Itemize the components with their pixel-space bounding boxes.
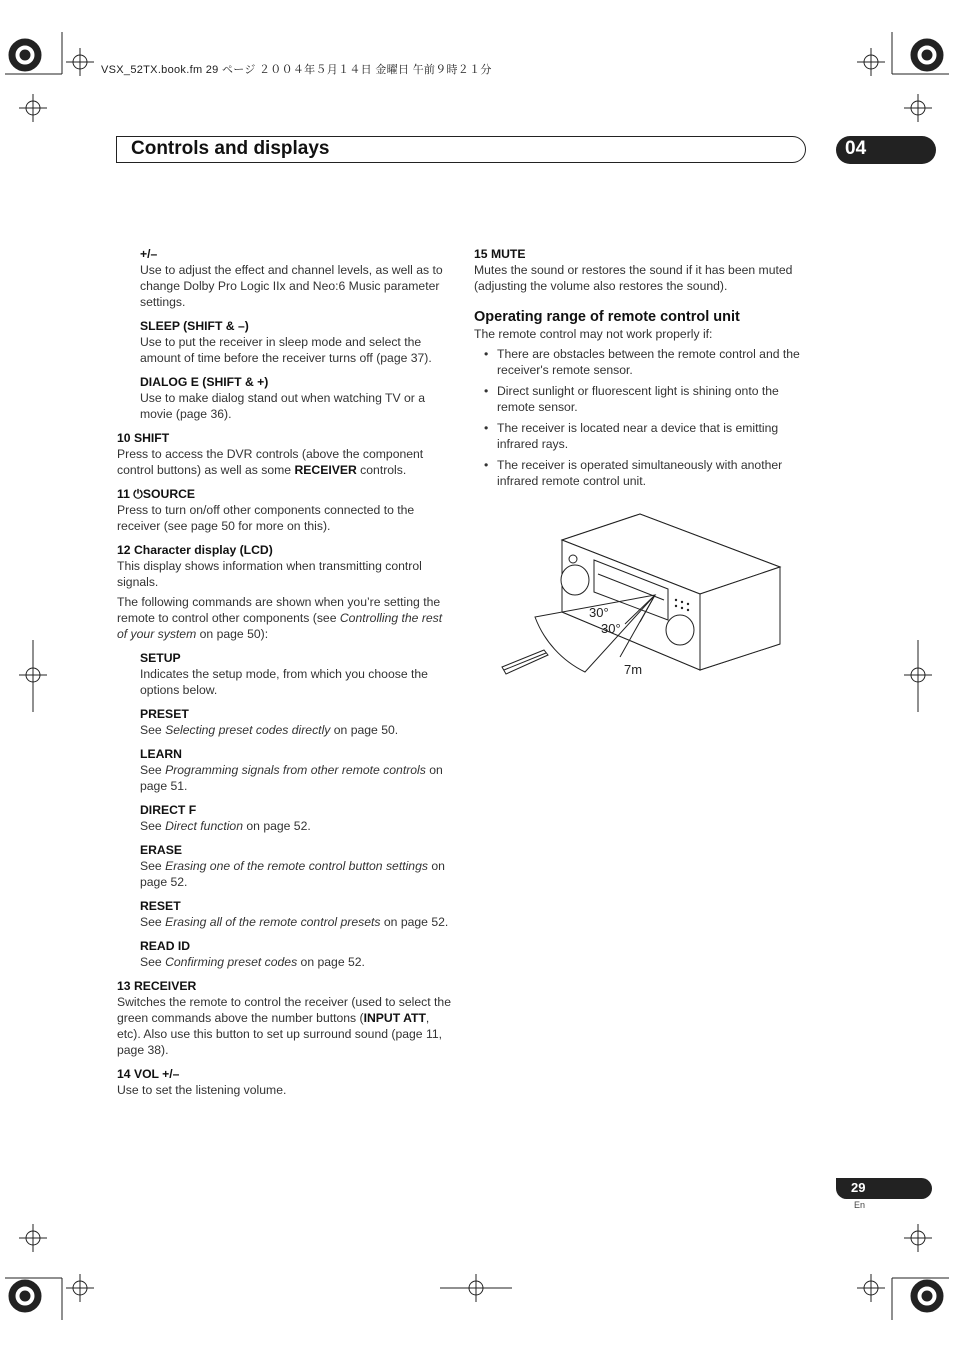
item-receiver: 13 RECEIVER Switches the remote to control the receiver (used to select the green commands above the number buttons (INPUT ATT, etc). Also use this button to set up surround sound (page 11, page 38). <box>117 979 451 1057</box>
section-heading: Operating range of remote control unit <box>474 309 740 325</box>
file-info: VSX_52TX.book.fm 29 ページ ２００４年５月１４日 金曜日 午前９時２１分 <box>101 64 492 76</box>
volume-knob <box>561 565 589 595</box>
item-reset: RESET See Erasing all of the remote control presets on page 52. <box>140 899 449 929</box>
list-item: • The receiver is operated simultaneously with another infrared remote control unit. <box>474 457 808 489</box>
item-vol: 14 VOL +/– Use to set the listening volume. <box>117 1067 287 1097</box>
item-dialog-e: DIALOG E (SHIFT & +) Use to make dialog stand out when watching TV or a movie (page 36). <box>140 375 425 421</box>
remote-range-diagram <box>500 512 785 680</box>
left-column <box>117 246 451 1106</box>
page-number: 29 <box>851 1180 866 1195</box>
item-learn: LEARN See Programming signals from other remote controls on page 51. <box>140 747 443 793</box>
intro-text: The remote control may not work properly if: <box>474 327 713 341</box>
page-number-badge <box>836 1178 932 1199</box>
item-setup: SETUP Indicates the setup mode, from which you choose the options below. <box>140 651 428 697</box>
item-lcd: 12 Character display (LCD) This display shows information when transmitting control signals. The following commands are shown when you’re setting the remote to control other components (see Controlling the rest of your system on page 50): <box>117 543 443 641</box>
input-knob <box>666 615 694 645</box>
conditions-list <box>474 346 808 489</box>
angle-label: 30° <box>601 621 621 636</box>
starburst-top-right <box>911 39 943 71</box>
chapter-badge <box>836 136 936 164</box>
starburst-top-left <box>9 39 41 71</box>
starburst-bottom-left <box>9 1280 41 1312</box>
item-shift: 10 SHIFT Press to access the DVR controls (above the component control buttons) as well as some RECEIVER controls. <box>117 431 424 477</box>
distance-label: 7m <box>624 662 643 677</box>
item-sleep: SLEEP (SHIFT & –) Use to put the receiver in sleep mode and select the amount of time before the receiver turns off (page 37). <box>140 319 432 365</box>
starburst-bottom-right <box>911 1280 943 1312</box>
angle-label: 30° <box>589 605 609 620</box>
right-column <box>474 246 808 494</box>
item-source: 11 ⏻SOURCE Press to turn on/off other components connected to the receiver (see page 50 for more on this). <box>117 487 415 533</box>
list-item: • Direct sunlight or fluorescent light is shining onto the remote sensor. <box>474 383 808 415</box>
item-mute: 15 MUTE Mutes the sound or restores the sound if it has been muted (adjusting the volume also restores the sound). <box>474 247 793 293</box>
item-direct-f: DIRECT F See Direct function on page 52. <box>140 803 311 833</box>
language-label: En <box>854 1200 866 1210</box>
chapter-number: 04 <box>845 138 867 159</box>
item-read-id: READ ID See Confirming preset codes on page 52. <box>140 939 365 969</box>
list-item: • The receiver is located near a device that is emitting infrared rays. <box>474 420 808 452</box>
page-title: Controls and displays <box>131 138 330 159</box>
item-erase: ERASE See Erasing one of the remote control button settings on page 52. <box>140 843 445 889</box>
section-header <box>116 136 806 163</box>
item-plus-minus: +/– Use to adjust the effect and channel levels, as well as to change Dolby Pro Logic IIx and Neo:6 Music parameter settings. <box>140 247 443 309</box>
item-preset: PRESET See Selecting preset codes directly on page 50. <box>140 707 399 737</box>
list-item: • There are obstacles between the remote control and the receiver's remote sensor. <box>474 346 808 378</box>
